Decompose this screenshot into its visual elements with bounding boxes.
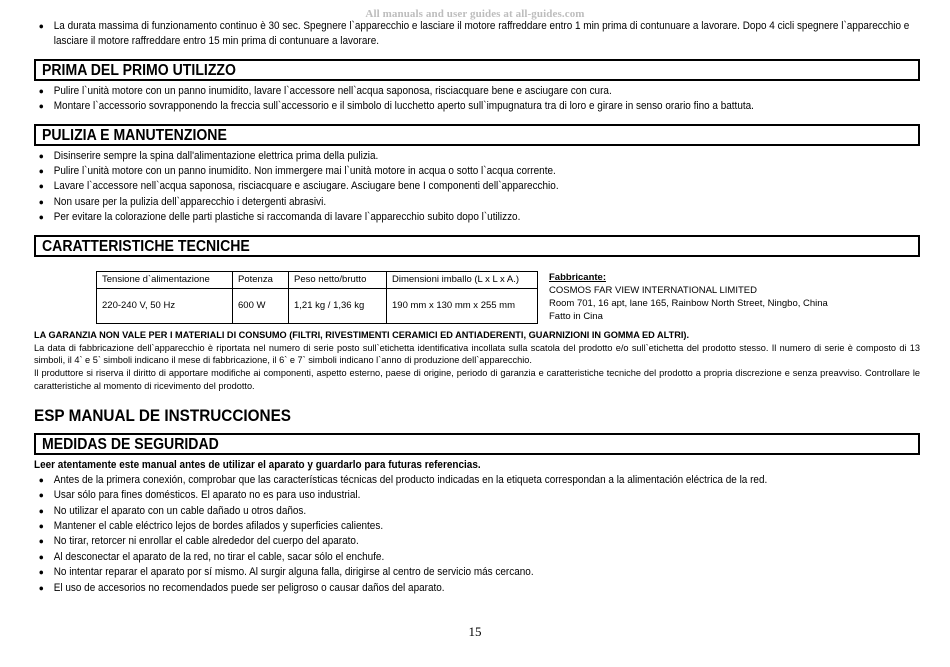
table-cell: 220-240 V, 50 Hz <box>97 288 233 323</box>
list-item <box>34 179 934 194</box>
manufacturer-info <box>549 271 828 323</box>
bullet-icon: ● <box>38 101 44 112</box>
bullet-text: Mantener el cable eléctrico lejos de bordes afilados y superficies calientes. <box>53 520 384 533</box>
bullet-text: Usar sólo para fines domésticos. El aparato no es para uso industrial. <box>53 489 361 502</box>
list-item <box>34 565 934 580</box>
list-item <box>34 519 934 534</box>
list-item <box>34 504 934 519</box>
list-item <box>34 164 934 179</box>
manufacturer-line: Room 701, 16 apt, lane 165, Rainbow North Street, Ningbo, China <box>549 297 828 309</box>
bullet-icon: ● <box>38 196 44 207</box>
bullet-text: No intentar reparar el aparato por sí mismo. Al surgir alguna falla, dirigirse al centro de servicio más cercano. <box>53 566 534 579</box>
bullet-text: Non usare per la pulizia dell`apparecchio i detergenti abrasivi. <box>53 195 327 208</box>
bullet-icon: ● <box>38 582 44 593</box>
section-heading-primo-utilizzo: PRIMA DEL PRIMO UTILIZZO <box>34 59 920 81</box>
page-content <box>34 19 920 596</box>
list-item <box>34 581 934 596</box>
tech-specs-row <box>34 271 920 327</box>
bullet-icon: ● <box>38 150 44 161</box>
bullet-icon: ● <box>38 521 44 532</box>
manufacturer-line: Fatto in Cina <box>549 310 603 322</box>
bullet-icon: ● <box>38 536 44 547</box>
list-item <box>34 488 934 503</box>
bullet-text: Al desconectar el aparato de la red, no tirar el cable, sacar sólo el enchufe. <box>53 550 385 563</box>
bullet-icon: ● <box>38 551 44 562</box>
list-item <box>34 149 934 164</box>
table-header-row <box>97 271 538 288</box>
rights-text: Il produttore si riserva il diritto di apportare modifiche ai componenti, aspetto esterno, paese di origine, periodo di garanzia e caratteristiche tecniche del prodotto a propria discrezione e senza preavviso. Controllare le caratteristiche al momento di ricevimento del prodotto. <box>34 368 920 392</box>
bullet-text: La durata massima di funzionamento continuo è 30 sec. Spegnere l`apparecchio e lasciare il motore raffreddare entro 1 min prima di contunuare a lavorare. Dopo 4 cicli spegnere l`apparecchio e lasciare il motore raffreddare entro 15 min prima di contunuare a lavorare. <box>53 20 910 48</box>
table-cell: 1,21 kg / 1,36 kg <box>289 288 387 323</box>
list-item <box>34 84 934 99</box>
seguridad-list <box>34 473 920 596</box>
seguridad-intro: Leer atentamente este manual antes de utilizar el aparato y guardarlo para futuras referencias. <box>34 458 481 471</box>
table-header-cell: Peso netto/brutto <box>289 271 387 288</box>
bullet-icon: ● <box>38 474 44 485</box>
bullet-text: No tirar, retorcer ni enrollar el cable alrededor del cuerpo del aparato. <box>53 535 359 548</box>
list-item <box>34 473 934 488</box>
bullet-icon: ● <box>38 567 44 578</box>
bullet-text: Lavare l`accessore nell`acqua saponosa, risciacquare e asciugare. Asciugare bene I componenti dell`apparecchio. <box>53 180 559 193</box>
manufacturer-line: COSMOS FAR VIEW INTERNATIONAL LIMITED <box>549 284 757 296</box>
manufacturer-title: Fabbricante: <box>549 271 607 283</box>
list-item <box>34 19 934 50</box>
bullet-text: Pulire l`unità motore con un panno inumidito. Non immergere mai l`unità motore in acqua o sotto l`acqua corrente. <box>53 165 556 178</box>
bullet-text: Pulire l`unità motore con un panno inumidito, lavare l`accessore nell`acqua saponosa, risciacquare bene e asciugare con cura. <box>53 84 612 97</box>
pulizia-list <box>34 149 920 226</box>
bullet-icon: ● <box>38 181 44 192</box>
list-item <box>34 534 934 549</box>
table-header-cell: Dimensioni imballo (L x L x A.) <box>387 271 538 288</box>
bullet-icon: ● <box>38 21 44 31</box>
table-header-cell: Potenza <box>233 271 289 288</box>
section-heading-pulizia: PULIZIA E MANUTENZIONE <box>34 124 920 146</box>
serial-number-text: La data di fabbricazione dell`apparecchio è riportata nel numero di serie posto sull`etichetta identificativa incollata sulla scatola del prodotto e/o sull`etichetta del prodotto stesso. Il numero di serie è composto di 13 simboli, il 4` e 5` simboli indicano il mese di fabbricazione, il 6` e 7` simboli indicano l`anno di produzione dell`apparecchio. <box>34 342 920 366</box>
bullet-icon: ● <box>38 166 44 177</box>
tech-specs-table <box>96 271 538 324</box>
intro-bullet-list <box>34 19 920 50</box>
section-heading-caratteristiche: CARATTERISTICHE TECNICHE <box>34 235 920 257</box>
bullet-icon: ● <box>38 85 44 96</box>
bullet-icon: ● <box>38 490 44 501</box>
table-cell: 600 W <box>233 288 289 323</box>
bullet-text: Antes de la primera conexión, comprobar que las características técnicas del producto indicadas en la etiqueta correspondan a la alimentación eléctrica de la red. <box>53 473 768 486</box>
esp-manual-title: ESP MANUAL DE INSTRUCCIONES <box>34 405 292 425</box>
bullet-text: Montare l`accessorio sovrapponendo la freccia sull`accessorio e il simbolo di lucchetto aperto sull`impugnatura tra di loro e girare in senso orario fino a battuta. <box>53 100 754 113</box>
watermark: All manuals and user guides at all-guides.com <box>365 8 585 20</box>
table-cell: 190 mm x 130 mm x 255 mm <box>387 288 538 323</box>
bullet-text: Disinserire sempre la spina dall'alimentazione elettrica prima della pulizia. <box>53 149 379 162</box>
primo-utilizzo-list <box>34 84 920 115</box>
list-item <box>34 195 934 210</box>
table-header-cell: Tensione d`alimentazione <box>97 271 233 288</box>
list-item <box>34 99 934 114</box>
bullet-icon: ● <box>38 212 44 223</box>
bullet-icon: ● <box>38 505 44 516</box>
page-number: 15 <box>468 624 482 639</box>
warranty-notice: LA GARANZIA NON VALE PER I MATERIALI DI CONSUMO (FILTRI, RIVESTIMENTI CERAMICI ED ANTIADERENTI, GUARNIZIONI IN GOMMA ED ALTRI). <box>34 329 690 340</box>
section-heading-seguridad: MEDIDAS DE SEGURIDAD <box>34 433 920 455</box>
bullet-text: Per evitare la colorazione delle parti plastiche si raccomanda di lavare l`apparecchio subito dopo l`utilizzo. <box>53 211 521 224</box>
table-row <box>97 288 538 323</box>
bullet-text: No utilizar el aparato con un cable dañado u otros daños. <box>53 504 307 517</box>
list-item <box>34 210 934 225</box>
list-item <box>34 550 934 565</box>
bullet-text: El uso de accesorios no recomendados puede ser peligroso o causar daños del aparato. <box>53 581 445 594</box>
